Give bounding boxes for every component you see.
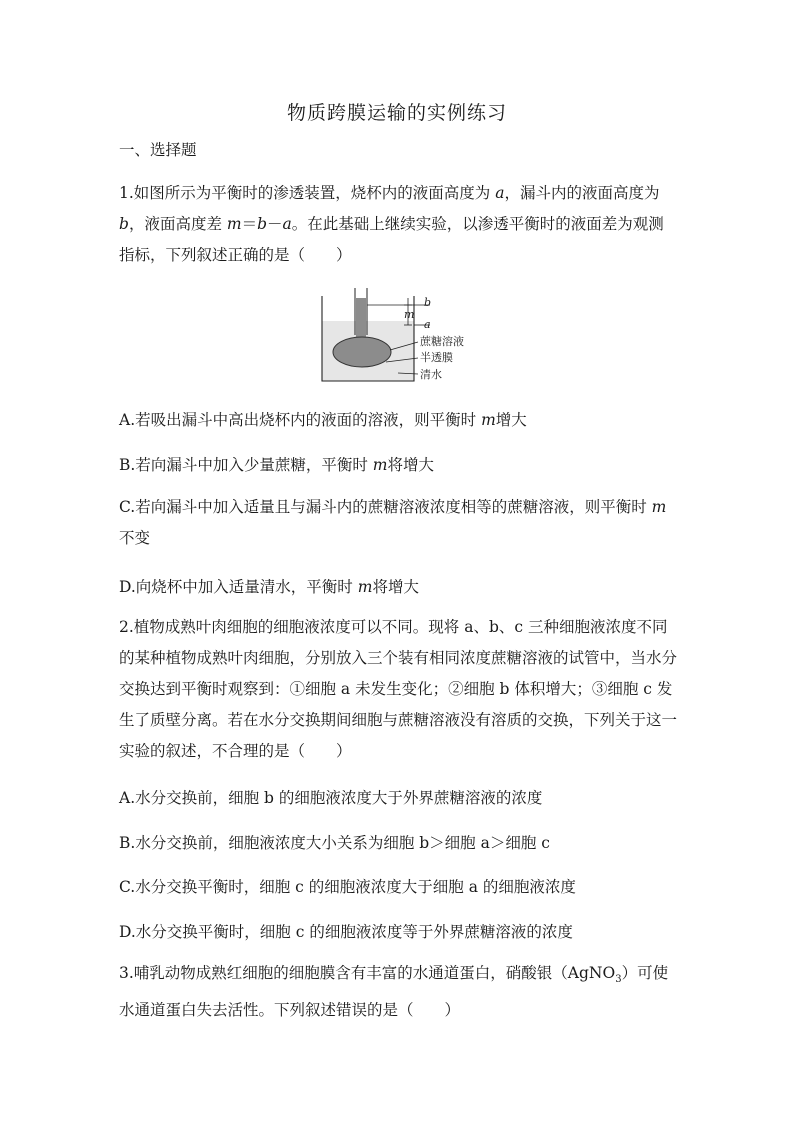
question-2-stem: 2.植物成熟叶肉细胞的细胞液浓度可以不同。现将 a、b、c 三种细胞液浓度不同的某种植物成熟叶肉细胞，分别放入三个装有相同浓度蔗糖溶液的试管中，当水分交换达到平衡时观察到：①细胞 a 未发生变化；②细胞 b 体积增大；③细胞 c 发生了质壁分离。若在水分交换期间细胞与蔗糖溶液没有溶质的交换，下列关于这一实验的叙述，不合理的是（ ） bbox=[119, 618, 678, 760]
label-m: m bbox=[404, 308, 415, 321]
page-title: 物质跨膜运输的实例练习 bbox=[286, 102, 507, 124]
question-3-stem: 3.哺乳动物成熟红细胞的细胞膜含有丰富的水通道蛋白，硝酸银（AgNO$_3$）可使水通道蛋白失去活性。下列叙述错误的是（ ） bbox=[119, 964, 669, 1020]
label-clear-water: 清水 bbox=[420, 368, 442, 381]
label-b: b bbox=[424, 296, 432, 309]
funnel-tube-solution bbox=[356, 298, 366, 340]
q2-option-b: B.水分交换前，细胞液浓度大小关系为细胞 b＞细胞 a＞细胞 c bbox=[119, 834, 550, 852]
osmosis-apparatus-figure bbox=[318, 288, 478, 388]
q1-option-b: B.若向漏斗中加入少量蔗糖，平衡时 m将增大 bbox=[119, 456, 434, 474]
var-a: a bbox=[495, 184, 505, 202]
label-semipermeable-membrane: 半透膜 bbox=[420, 351, 453, 364]
q1-option-d: D.向烧杯中加入适量清水，平衡时 m将增大 bbox=[119, 578, 419, 596]
label-a: a bbox=[424, 318, 431, 331]
var-m: m bbox=[226, 215, 242, 233]
question-1-stem: 1.如图所示为平衡时的渗透装置，烧杯内的液面高度为 a，漏斗内的液面高度为 b，液面高度差 m＝b－a。在此基础上继续实验，以渗透平衡时的液面差为观测指标，下列叙述正确的是（ ） bbox=[119, 184, 664, 264]
q1-option-a: A.若吸出漏斗中高出烧杯内的液面的溶液，则平衡时 m增大 bbox=[119, 411, 527, 429]
section-heading: 一、选择题 bbox=[119, 141, 197, 159]
funnel-bulb-sucrose bbox=[333, 337, 391, 367]
label-sucrose-solution: 蔗糖溶液 bbox=[420, 335, 464, 348]
var-b: b bbox=[119, 215, 129, 233]
q2-option-d: D.水分交换平衡时，细胞 c 的细胞液浓度等于外界蔗糖溶液的浓度 bbox=[119, 923, 573, 941]
q1-option-c: C.若向漏斗中加入适量且与漏斗内的蔗糖溶液浓度相等的蔗糖溶液，则平衡时 m不变 bbox=[119, 498, 667, 547]
q2-option-c: C.水分交换平衡时，细胞 c 的细胞液浓度大于细胞 a 的细胞液浓度 bbox=[119, 878, 576, 896]
q2-option-a: A.水分交换前，细胞 b 的细胞液浓度大于外界蔗糖溶液的浓度 bbox=[119, 789, 543, 807]
